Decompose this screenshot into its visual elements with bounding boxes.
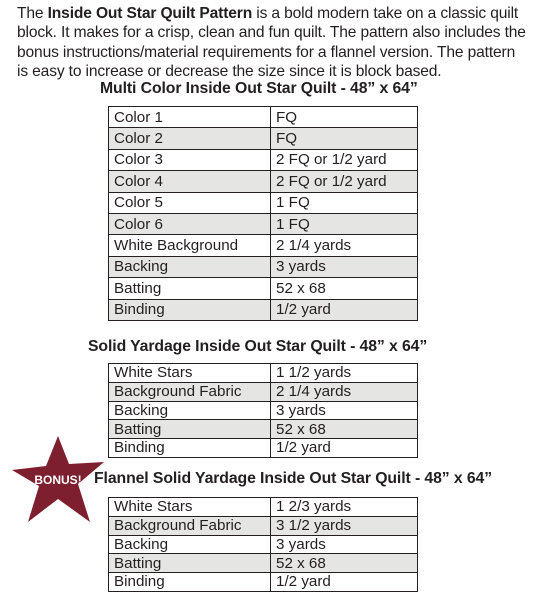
- pattern-name: Inside Out Star Quilt Pattern: [47, 5, 253, 22]
- material-name-cell: Backing: [109, 401, 271, 420]
- table-row: [109, 420, 418, 439]
- material-name-cell: Batting: [109, 554, 271, 573]
- material-name-cell: Binding: [109, 439, 271, 458]
- material-name-cell: Batting: [109, 278, 271, 299]
- material-name-cell: Backing: [109, 535, 271, 554]
- material-name-cell: Color 5: [109, 192, 271, 213]
- material-amount-cell: 1 2/3 yards: [271, 498, 418, 517]
- material-amount-cell: 2 FQ or 1/2 yard: [271, 149, 418, 170]
- material-amount-cell: FQ: [271, 107, 418, 128]
- material-name-cell: Binding: [109, 299, 271, 320]
- table-row: [109, 401, 418, 420]
- intro-paragraph: [17, 4, 527, 82]
- material-name-cell: Background Fabric: [109, 516, 271, 535]
- material-amount-cell: 3 1/2 yards: [271, 516, 418, 535]
- table-row: [109, 498, 418, 517]
- table-row: [109, 213, 418, 234]
- material-name-cell: Batting: [109, 420, 271, 439]
- multi-color-heading: Multi Color Inside Out Star Quilt - 48” x 64”: [100, 80, 418, 97]
- material-amount-cell: 3 yards: [271, 256, 418, 277]
- table-row: [109, 192, 418, 213]
- material-name-cell: Color 2: [109, 128, 271, 149]
- material-amount-cell: 1 FQ: [271, 213, 418, 234]
- material-amount-cell: 2 FQ or 1/2 yard: [271, 171, 418, 192]
- flannel-heading: Flannel Solid Yardage Inside Out Star Quilt - 48” x 64”: [94, 470, 493, 487]
- material-amount-cell: 52 x 68: [271, 554, 418, 573]
- table-row: [109, 171, 418, 192]
- table-row: [109, 235, 418, 256]
- material-name-cell: White Stars: [109, 364, 271, 383]
- material-amount-cell: 1/2 yard: [271, 439, 418, 458]
- solid-yardage-heading: Solid Yardage Inside Out Star Quilt - 48” x 64”: [88, 338, 428, 355]
- table-row: [109, 256, 418, 277]
- material-name-cell: Color 4: [109, 171, 271, 192]
- material-amount-cell: 1 1/2 yards: [271, 364, 418, 383]
- table-row: [109, 439, 418, 458]
- table-row: [109, 554, 418, 573]
- table-row: [109, 382, 418, 401]
- material-name-cell: Binding: [109, 573, 271, 592]
- material-amount-cell: 3 yards: [271, 401, 418, 420]
- material-name-cell: Color 6: [109, 213, 271, 234]
- solid-yardage-materials-table: [108, 363, 418, 458]
- multi-color-materials-table: [108, 106, 418, 321]
- material-amount-cell: 1/2 yard: [271, 573, 418, 592]
- material-name-cell: Color 1: [109, 107, 271, 128]
- table-row: [109, 516, 418, 535]
- material-amount-cell: 1/2 yard: [271, 299, 418, 320]
- table-row: [109, 535, 418, 554]
- material-amount-cell: 52 x 68: [271, 278, 418, 299]
- intro-before: The: [17, 5, 48, 22]
- table-row: [109, 107, 418, 128]
- material-name-cell: White Stars: [109, 498, 271, 517]
- material-amount-cell: FQ: [271, 128, 418, 149]
- table-row: [109, 149, 418, 170]
- table-row: [109, 573, 418, 592]
- material-amount-cell: 1 FQ: [271, 192, 418, 213]
- intro-after: is a bold modern take on a classic quilt block. It makes for a crisp, clean and fun quilt. The pattern also includes the bonus instructions/material requirements for a flannel version. The pattern is easy to increase or decrease the size since it is block based.: [17, 5, 526, 81]
- table-row: [109, 128, 418, 149]
- table-row: [109, 299, 418, 320]
- table-row: [109, 278, 418, 299]
- material-name-cell: Background Fabric: [109, 382, 271, 401]
- material-name-cell: Color 3: [109, 149, 271, 170]
- material-amount-cell: 52 x 68: [271, 420, 418, 439]
- material-amount-cell: 3 yards: [271, 535, 418, 554]
- bonus-label: BONUS!: [34, 473, 82, 487]
- material-name-cell: Backing: [109, 256, 271, 277]
- flannel-materials-table: [108, 497, 418, 592]
- material-name-cell: White Background: [109, 235, 271, 256]
- table-row: [109, 364, 418, 383]
- material-amount-cell: 2 1/4 yards: [271, 382, 418, 401]
- material-amount-cell: 2 1/4 yards: [271, 235, 418, 256]
